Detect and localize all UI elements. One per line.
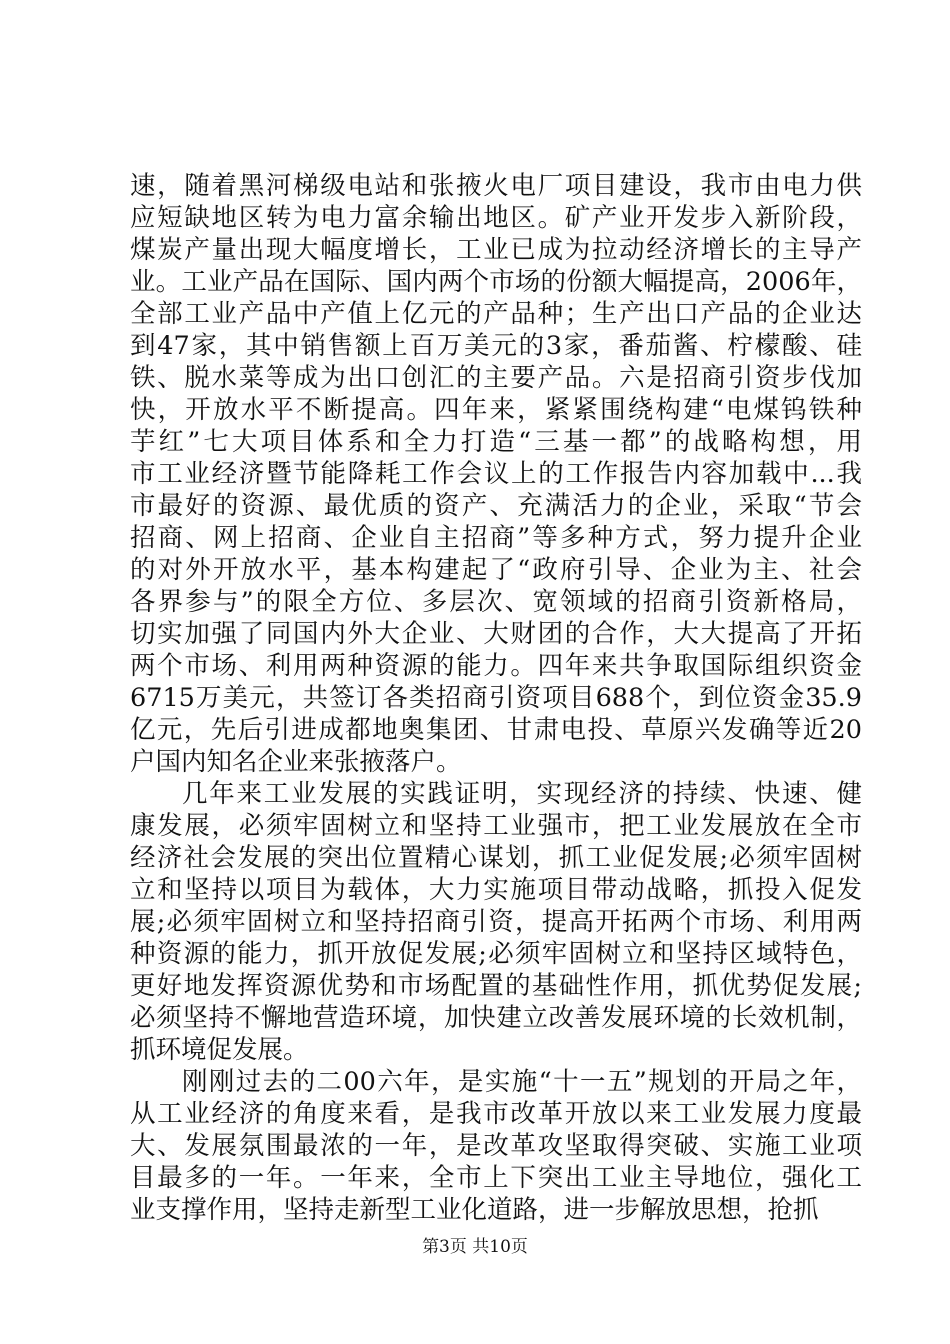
text-line: 经济社会发展的突出位置精心谋划，抓工业促发展;必须牢固树 [130,843,862,873]
text-line: 速，随着黑河梯级电站和张掖火电厂项目建设，我市由电力供 [130,171,862,201]
text-line: 更好地发挥资源优势和市场配置的基础性作用，抓优势促发展; [130,971,862,1001]
text-line: 快，开放水平不断提高。四年来，紧紧围绕构建“电煤钨铁种 [130,395,862,425]
text-line: 市最好的资源、最优质的资产、充满活力的企业，采取“节会 [130,491,862,521]
text-line: 户国内知名企业来张掖落户。 [130,747,462,777]
text-line: 芋红”七大项目体系和全力打造“三基一都”的战略构想，用 [130,427,862,457]
text-line: 立和坚持以项目为载体，大力实施项目带动战略，抓投入促发 [130,875,862,905]
text-line: 几年来工业发展的实践证明，实现经济的持续、快速、健 [182,779,862,809]
text-line: 市工业经济暨节能降耗工作会议上的工作报告内容加载中...我 [130,459,862,489]
text-line: 6715万美元，共签订各类招商引资项目688个，到位资金35.9 [130,683,862,713]
text-line: 煤炭产量出现大幅度增长，工业已成为拉动经济增长的主导产 [130,235,862,265]
text-line: 业支撑作用，坚持走新型工业化道路，进一步解放思想，抢抓 [130,1195,819,1225]
text-line: 业。工业产品在国际、国内两个市场的份额大幅提高，2006年， [130,267,862,297]
text-line: 切实加强了同国内外大企业、大财团的合作，大大提高了开拓 [130,619,862,649]
text-line: 目最多的一年。一年来，全市上下突出工业主导地位，强化工 [130,1163,862,1193]
text-line: 大、发展氛围最浓的一年，是改革攻坚取得突破、实施工业项 [130,1131,862,1161]
paragraph [130,1066,862,1226]
text-line: 抓环境促发展。 [130,1035,309,1065]
text-line: 各界参与”的限全方位、多层次、宽领域的招商引资新格局， [130,587,862,617]
text-line: 到47家，其中销售额上百万美元的3家，番茄酱、柠檬酸、硅 [130,331,862,361]
text-line: 刚刚过去的二00六年，是实施“十一五”规划的开局之年， [182,1067,862,1097]
page-footer: 第3页 共10页 [422,1237,528,1257]
text-line: 两个市场、利用两种资源的能力。四年来共争取国际组织资金 [130,651,862,681]
text-line: 的对外开放水平，基本构建起了“政府引导、企业为主、社会 [130,555,862,585]
paragraph [130,778,862,1066]
text-line: 种资源的能力，抓开放促发展;必须牢固树立和坚持区域特色， [130,939,862,969]
text-line: 亿元，先后引进成都地奥集团、甘肃电投、草原兴发确等近20 [130,715,862,745]
text-line: 必须坚持不懈地营造环境，加快建立改善发展环境的长效机制， [130,1003,862,1033]
text-line: 展;必须牢固树立和坚持招商引资，提高开拓两个市场、利用两 [130,907,862,937]
text-line: 从工业经济的角度来看，是我市改革开放以来工业发展力度最 [130,1099,862,1129]
text-line: 康发展，必须牢固树立和坚持工业强市，把工业发展放在全市 [130,811,862,841]
text-line: 铁、脱水菜等成为出口创汇的主要产品。六是招商引资步伐加 [130,363,862,393]
text-line: 应短缺地区转为电力富余输出地区。矿产业开发步入新阶段， [130,203,862,233]
document-body [130,170,862,1226]
paragraph [130,170,862,778]
text-line: 全部工业产品中产值上亿元的产品种；生产出口产品的企业达 [130,299,862,329]
text-line: 招商、网上招商、企业自主招商”等多种方式，努力提升企业 [130,523,862,553]
